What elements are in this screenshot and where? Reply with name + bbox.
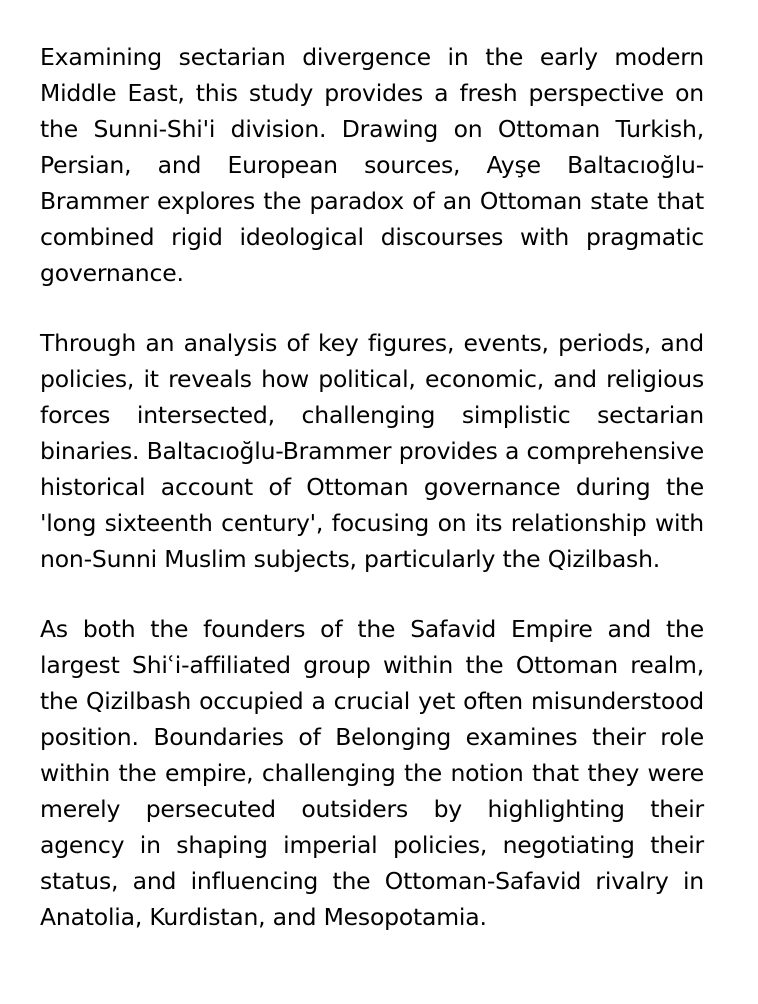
paragraph-intro: Examining sectarian divergence in the early modern Middle East, this study provides a fresh perspective on the Sunni-Shi'i division. Drawing on Ottoman Turkish, Persian, and European sources, Ayşe Baltacıoğlu-Brammer explores the paradox of an Ottoman state that combined rigid ideological discourses with pragmatic governance. [40, 43, 704, 287]
paragraph-qizilbash: As both the founders of the Safavid Empire and the largest Shiʿi-affiliated group within the Ottoman realm, the Qizilbash occupied a crucial yet often misunderstood position. Boundaries of Belonging examines their role within the empire, challenging the notion that they were merely persecuted outsiders by highlighting their agency in shaping imperial policies, negotiating their status, and influencing the Ottoman-Safavid rivalry in Anatolia, Kurdistan, and Mesopotamia. [40, 615, 704, 931]
paragraph-analysis: Through an analysis of key figures, events, periods, and policies, it reveals how political, economic, and religious forces intersected, challenging simplistic sectarian binaries. Baltacıoğlu-Brammer provides a comprehensive historical account of Ottoman governance during the 'long sixteenth century', focusing on its relationship with non-Sunni Muslim subjects, particularly the Qizilbash. [40, 329, 704, 573]
